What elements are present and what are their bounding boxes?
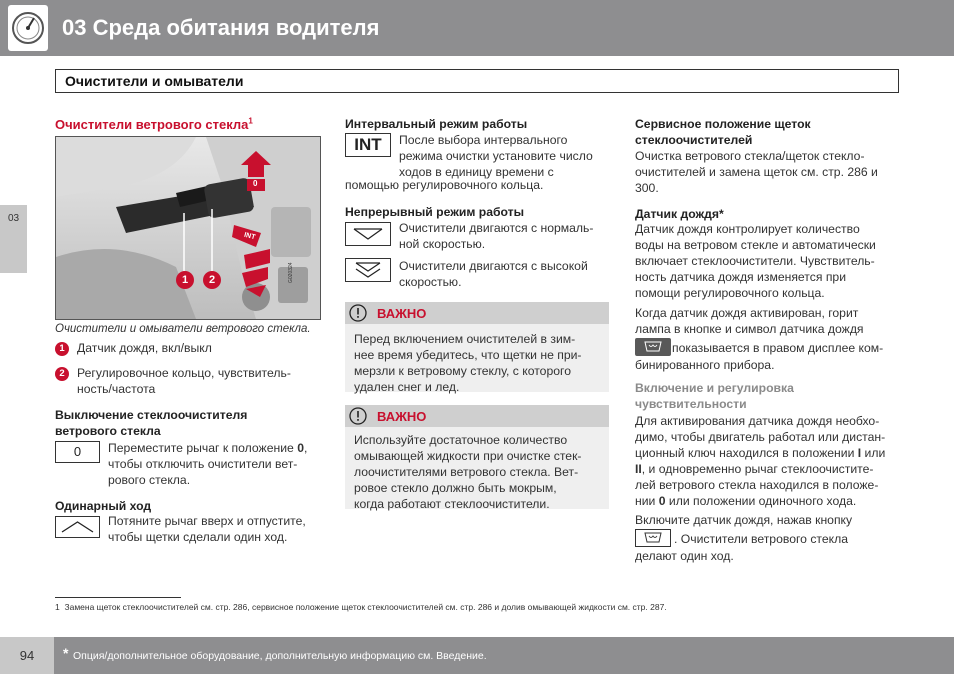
interval-mode-text xyxy=(399,132,593,180)
single-sweep-heading: Одинарный ход xyxy=(55,499,152,513)
important-box-1 xyxy=(345,302,609,392)
int-symbol: INT xyxy=(345,133,391,157)
page-title: 03 Среда обитания водителя xyxy=(62,15,380,40)
interval-text-line1: После выбора интервального xyxy=(399,133,568,147)
photo-callout-1: 1 xyxy=(176,271,194,289)
important-box-2 xyxy=(345,405,609,509)
wiper-off-text xyxy=(108,440,307,488)
interval-text-line4: помощью регулировочного кольца. xyxy=(345,178,544,192)
legend-number-1: 1 xyxy=(55,342,69,356)
sens-text-line3 xyxy=(635,445,885,461)
warning-icon xyxy=(349,304,367,322)
wipers-heading-text: Очистители ветрового стекла xyxy=(55,117,249,132)
active-text-line3: показывается в правом дисплее ком- xyxy=(672,341,884,355)
wiper-off-heading-line1: Выключение стеклоочистителя xyxy=(55,408,248,422)
wiper-off-text-line2: чтобы отключить очистители вет- xyxy=(108,457,298,471)
footer-note: Опция/дополнительное оборудование, дополнительную информацию см. Введение. xyxy=(73,650,487,662)
high-speed-text xyxy=(399,258,588,290)
footer-page-box xyxy=(0,637,54,674)
rain-sensor-button-icon xyxy=(635,529,671,547)
photo-code: G020324 xyxy=(288,262,294,283)
double-chevron-down-icon xyxy=(346,259,390,281)
press-text-line1: Включите датчик дождя, нажав кнопку xyxy=(635,513,853,527)
sens-text-6b: 0 xyxy=(658,494,666,508)
normal-speed-symbol xyxy=(345,222,391,246)
lever-position-0-label: 0 xyxy=(253,179,258,188)
legend-number-2: 2 xyxy=(55,367,69,381)
service-position-text xyxy=(635,148,878,196)
position-0-symbol: 0 xyxy=(55,441,100,463)
wiper-off-text-line1 xyxy=(108,440,307,456)
photo-callout-2: 2 xyxy=(203,271,221,289)
rain-text-line3: включает стеклоочистители. Чувствитель- xyxy=(635,254,875,268)
single-sweep-symbol xyxy=(55,516,100,538)
chapter-tab-label: 03 xyxy=(7,213,20,224)
normal-speed-text-line2: ной скоростью. xyxy=(399,237,486,251)
important-2-line1: Используйте достаточное количество xyxy=(354,433,568,447)
active-text-line2: лампа в кнопке и символ датчика дождя xyxy=(635,322,864,336)
page-number: 94 xyxy=(19,648,35,663)
rain-sensor-heading: Датчик дождя* xyxy=(635,207,724,221)
footnote xyxy=(55,602,667,613)
press-text-line3: делают один ход. xyxy=(635,549,734,563)
sens-text-4a: II xyxy=(635,462,642,476)
single-sweep-text-line1: Потяните рычаг вверх и отпустите, xyxy=(108,514,306,528)
rain-sensor-text xyxy=(635,221,876,301)
sens-text-3a: ционный ключ находился в положении xyxy=(635,446,858,460)
rain-text-line2: воды на ветровом стекле и автоматически xyxy=(635,238,876,252)
wiper-off-heading-line2: ветрового стекла xyxy=(55,424,161,438)
important-1-line3: мерзли к ветровому стеклу, с которого xyxy=(354,364,571,378)
lever-position-int-label: INT xyxy=(243,231,256,242)
interval-text-line2: режима очистки установите число xyxy=(399,149,593,163)
high-speed-text-line2: скоростью. xyxy=(399,275,462,289)
footnote-text: Замена щеток стеклоочистителей см. стр. 286, сервисное положение щеток стеклоочистителей см. стр. 286 и долив омывающей жидкости см. стр. 287. xyxy=(64,602,667,612)
rain-active-text xyxy=(635,305,864,337)
photo-caption: Очистители и омыватели ветрового стекла. xyxy=(55,323,311,335)
chevron-down-icon xyxy=(346,223,390,245)
footnote-number: 1 xyxy=(55,602,60,612)
chevron-up-icon xyxy=(56,517,99,537)
important-2-line3: лоочистителями ветрового стекла. Вет- xyxy=(354,465,579,479)
service-position-heading xyxy=(635,116,811,148)
option-star: * xyxy=(63,645,69,661)
wiper-off-text-1b: 0 xyxy=(297,441,304,455)
sens-text-line4 xyxy=(635,461,885,477)
interval-text-line3: ходов в единицу времени с xyxy=(399,165,554,179)
service-text-line1: Очистка ветрового стекла/щеток стекло- xyxy=(635,149,865,163)
legend-text-2-line2: ность/частота xyxy=(77,382,156,396)
sens-text-3b: I xyxy=(857,446,862,460)
normal-speed-text-line1: Очистители двигаются с нормаль- xyxy=(399,221,594,235)
normal-speed-text xyxy=(399,220,593,252)
wiper-off-heading xyxy=(55,407,247,439)
sens-text-6c: или положении одиночного хода. xyxy=(665,494,857,508)
section-bar xyxy=(55,69,899,93)
rain-sensor-display-icon xyxy=(635,338,671,356)
wipers-heading xyxy=(55,117,253,133)
sens-text-line2: димо, чтобы двигатель работал или дистан- xyxy=(635,430,886,444)
important-box-2-title: ВАЖНО xyxy=(377,409,427,424)
wiper-off-text-1c: , xyxy=(303,441,308,455)
chapter-tab[interactable] xyxy=(0,205,27,273)
sens-text-6a: нии xyxy=(635,494,659,508)
sensitivity-text xyxy=(635,413,885,509)
single-sweep-text xyxy=(108,513,306,545)
rain-text-line4: ность датчика дождя изменяется при xyxy=(635,270,847,284)
footnote-divider xyxy=(55,597,181,598)
sens-text-line6 xyxy=(635,493,885,509)
wiper-off-text-1a: Переместите рычаг к положение xyxy=(108,441,298,455)
sensitivity-heading xyxy=(635,380,794,412)
important-1-line2: нее время убедитесь, что щетки не при- xyxy=(354,348,582,362)
important-1-line4: удален снег и лед. xyxy=(354,380,460,394)
footer-bar xyxy=(54,637,954,674)
important-box-2-text xyxy=(354,432,581,512)
legend-text-2-line1: Регулировочное кольцо, чувствитель- xyxy=(77,366,291,380)
rain-text-line1: Датчик дождя контролирует количество xyxy=(635,222,860,236)
press-text-line2: . Очистители ветрового стекла xyxy=(674,532,848,546)
service-heading-line2: стеклоочистителей xyxy=(635,133,753,147)
service-text-line3: 300. xyxy=(635,181,659,195)
page-header xyxy=(0,0,954,56)
service-text-line2: очистителей и замена щеток см. стр. 286 и xyxy=(635,165,878,179)
important-2-line5: когда работают стеклоочистители. xyxy=(354,497,550,511)
continuous-mode-heading: Непрерывный режим работы xyxy=(345,205,525,219)
rain-text-line5: помощи регулировочного кольца. xyxy=(635,286,825,300)
sens-text-line5: лей ветрового стекла находился в положе- xyxy=(635,478,879,492)
footnote-ref[interactable]: 1 xyxy=(248,116,253,126)
sensitivity-heading-line1: Включение и регулировка xyxy=(635,381,794,395)
wiper-lever-photo xyxy=(55,136,321,320)
sens-text-line1: Для активирования датчика дождя необхо- xyxy=(635,414,880,428)
service-heading-line1: Сервисное положение щеток xyxy=(635,117,811,131)
interval-mode-heading: Интервальный режим работы xyxy=(345,117,528,131)
speedometer-icon xyxy=(8,5,48,51)
important-2-line4: ровое стекло должно быть мокрым, xyxy=(354,481,557,495)
active-text-line1: Когда датчик дождя активирован, горит xyxy=(635,306,859,320)
important-box-1-title: ВАЖНО xyxy=(377,306,427,321)
section-title: Очистители и омыватели xyxy=(65,73,244,89)
warning-icon xyxy=(349,407,367,425)
high-speed-symbol xyxy=(345,258,391,282)
sensitivity-heading-line2: чувствительности xyxy=(635,397,747,411)
important-1-line1: Перед включением очистителей в зим- xyxy=(354,332,576,346)
important-box-2-header xyxy=(345,405,609,427)
important-box-1-header xyxy=(345,302,609,324)
important-2-line2: омывающей жидкости при очистке стек- xyxy=(354,449,582,463)
legend-text-2 xyxy=(77,365,291,397)
sens-text-4b: , и одновременно рычаг стеклоочистите- xyxy=(641,462,874,476)
wiper-off-text-line3: рового стекла. xyxy=(108,473,191,487)
legend-text-1: Датчик дождя, вкл/выкл xyxy=(77,341,212,355)
important-box-1-text xyxy=(354,331,581,395)
single-sweep-text-line2: чтобы щетки сделали один ход. xyxy=(108,530,288,544)
sens-text-3c: или xyxy=(861,446,886,460)
active-text-line4: бинированного прибора. xyxy=(635,358,775,372)
high-speed-text-line1: Очистители двигаются с высокой xyxy=(399,259,588,273)
